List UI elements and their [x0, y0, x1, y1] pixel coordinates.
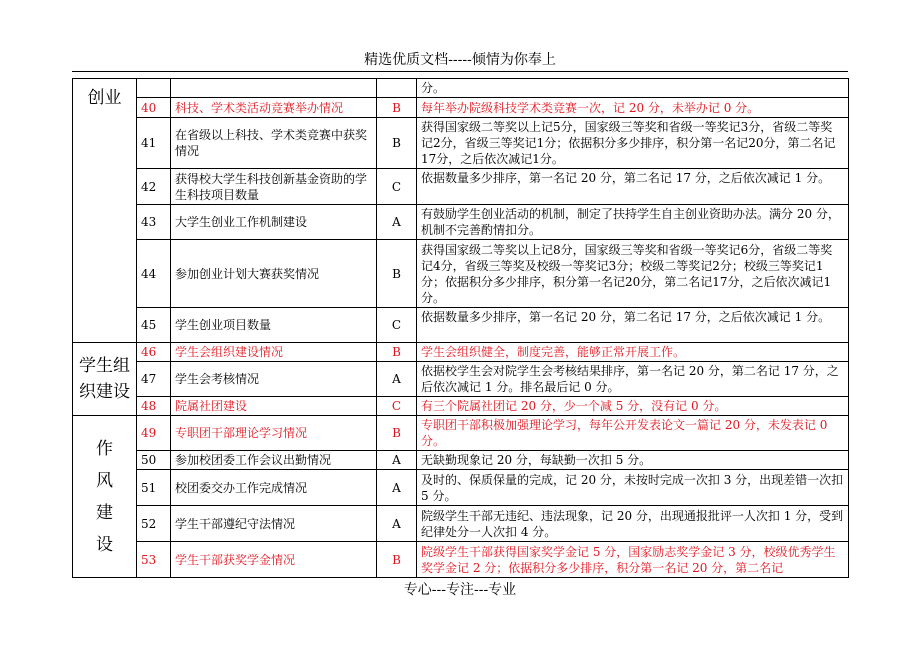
item-number: 44	[137, 240, 171, 308]
table-row	[73, 118, 849, 169]
item-name	[171, 79, 377, 98]
item-name: 获得校大学生科技创新基金资助的学生科技项目数量	[171, 169, 377, 205]
item-number: 42	[137, 169, 171, 205]
item-rule: 院级学生干部无违纪、违法现象，记 20 分，出现通报批评一人次扣 1 分，受到纪律处分一人次扣 4 分。	[417, 506, 849, 542]
table-row	[73, 205, 849, 240]
item-level: C	[377, 308, 417, 343]
item-level: A	[377, 205, 417, 240]
item-level: B	[377, 118, 417, 169]
table-row	[73, 542, 849, 578]
page-header: 精选优质文档-----倾情为你奉上	[364, 52, 556, 68]
item-level: C	[377, 397, 417, 416]
item-number: 46	[137, 343, 171, 362]
item-rule: 分。	[417, 79, 849, 98]
evaluation-table	[72, 78, 849, 578]
category-work-style: 作 风 建 设	[73, 416, 137, 578]
item-rule: 及时的、保质保量的完成，记 20 分，未按时完成一次扣 3 分，出现差错一次扣 5 分。	[417, 470, 849, 506]
item-level: B	[377, 542, 417, 578]
item-name: 参加校团委工作会议出勤情况	[171, 451, 377, 470]
item-level: A	[377, 506, 417, 542]
item-name: 校团委交办工作完成情况	[171, 470, 377, 506]
item-level: B	[377, 240, 417, 308]
item-rule: 有三个院属社团记 20 分，少一个减 5 分，没有记 0 分。	[417, 397, 849, 416]
table-row	[73, 169, 849, 205]
page-footer: 专心---专注---专业	[403, 582, 517, 598]
item-rule: 每年举办院级科技学术类竞赛一次，记 20 分，未举办记 0 分。	[417, 98, 849, 118]
table-row	[73, 79, 849, 98]
table-row	[73, 362, 849, 397]
item-number: 45	[137, 308, 171, 343]
item-number: 47	[137, 362, 171, 397]
header-divider	[72, 71, 848, 72]
item-name: 学生创业项目数量	[171, 308, 377, 343]
table-row	[73, 506, 849, 542]
table-row	[73, 308, 849, 343]
item-name: 专职团干部理论学习情况	[171, 416, 377, 451]
table-row	[73, 416, 849, 451]
item-level: C	[377, 169, 417, 205]
item-rule: 专职团干部积极加强理论学习，每年公开发表论文一篇记 20 分，未发表记 0 分。	[417, 416, 849, 451]
item-rule: 有鼓励学生创业活动的机制，制定了扶持学生自主创业资助办法。满分 20 分，机制不完善酌情扣分。	[417, 205, 849, 240]
item-rule: 获得国家级二等奖以上记5分，国家级三等奖和省级一等奖记3分，省级二等奖记2分，省级三等奖记1分；依据积分多少排序，积分第一名记20分，第二名记17分，之后依次减记1分。	[417, 118, 849, 169]
item-name: 科技、学术类活动竞赛举办情况	[171, 98, 377, 118]
item-number: 52	[137, 506, 171, 542]
item-level: A	[377, 470, 417, 506]
item-level	[377, 79, 417, 98]
item-name: 院属社团建设	[171, 397, 377, 416]
item-level: B	[377, 98, 417, 118]
item-number: 49	[137, 416, 171, 451]
item-rule: 依据数量多少排序，第一名记 20 分，第二名记 17 分，之后依次减记 1 分。	[417, 308, 849, 343]
item-name: 参加创业计划大赛获奖情况	[171, 240, 377, 308]
item-name: 学生干部获奖学金情况	[171, 542, 377, 578]
item-number: 50	[137, 451, 171, 470]
item-number	[137, 79, 171, 98]
table-row	[73, 397, 849, 416]
item-rule: 学生会组织健全，制度完善，能够正常开展工作。	[417, 343, 849, 362]
item-name: 学生会组织建设情况	[171, 343, 377, 362]
item-number: 41	[137, 118, 171, 169]
item-rule: 依据校学生会对院学生会考核结果排序，第一名记 20 分，第二名记 17 分，之后依次减记 1 分。排名最后记 0 分。	[417, 362, 849, 397]
item-number: 48	[137, 397, 171, 416]
item-name: 学生会考核情况	[171, 362, 377, 397]
item-rule: 无缺勤现象记 20 分，每缺勤一次扣 5 分。	[417, 451, 849, 470]
item-name: 在省级以上科技、学术类竞赛中获奖情况	[171, 118, 377, 169]
item-rule: 获得国家级二等奖以上记8分，国家级三等奖和省级一等奖记6分，省级二等奖记4分，省级三等奖及校级一等奖记3分；校级二等奖记2分；校级三等奖记1分；依据积分多少排序，积分第一名记20分，第二名记17分，之后依次减记1分。	[417, 240, 849, 308]
table-row	[73, 470, 849, 506]
table-row	[73, 451, 849, 470]
item-number: 40	[137, 98, 171, 118]
item-level: B	[377, 416, 417, 451]
item-rule: 依据数量多少排序，第一名记 20 分，第二名记 17 分，之后依次减记 1 分。	[417, 169, 849, 205]
item-name: 学生干部遵纪守法情况	[171, 506, 377, 542]
table-row	[73, 240, 849, 308]
item-rule: 院级学生干部获得国家奖学金记 5 分，国家励志奖学金记 3 分，校级优秀学生奖学金记 2 分；依据积分多少排序，积分第一名记 20 分，第二名记	[417, 542, 849, 578]
item-level: A	[377, 451, 417, 470]
table-row	[73, 343, 849, 362]
item-level: B	[377, 343, 417, 362]
item-name: 大学生创业工作机制建设	[171, 205, 377, 240]
category-entrepreneurship: 创业	[73, 79, 137, 343]
table-row	[73, 98, 849, 118]
category-student-union: 学生组 织建设	[73, 343, 137, 416]
item-level: A	[377, 362, 417, 397]
item-number: 43	[137, 205, 171, 240]
item-number: 51	[137, 470, 171, 506]
item-number: 53	[137, 542, 171, 578]
